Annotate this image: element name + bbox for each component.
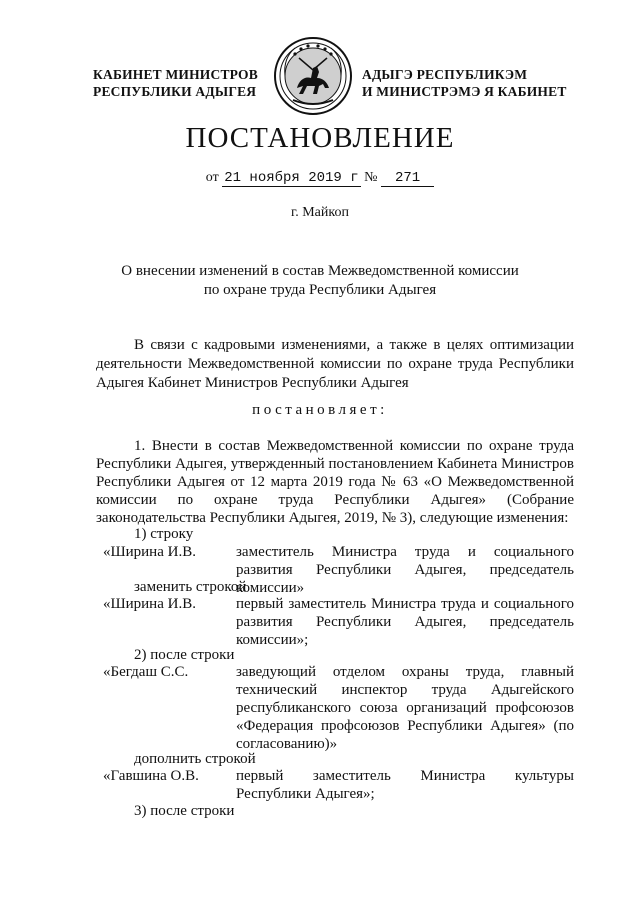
adygea-coat-of-arms-icon	[273, 36, 353, 116]
member-role: заместитель Министра труда и социального развития Республики Адыгея, председатель комиссии»	[236, 544, 574, 596]
issuer-line-2: РЕСПУБЛИКИ АДЫГЕЯ	[93, 84, 257, 99]
member-role: первый заместитель Министра культуры Республики Адыгея»;	[236, 768, 574, 802]
subitem-1-label: 1) строку	[134, 526, 194, 542]
issue-city: г. Майкоп	[291, 205, 349, 220]
document-title: ПОСТАНОВЛЕНИЕ	[185, 122, 455, 154]
member-name: «Гавшина О.В.	[103, 768, 199, 784]
replace-label: заменить строкой	[134, 579, 247, 595]
add-label: дополнить строкой	[134, 751, 256, 767]
issuer-header-russian	[93, 66, 268, 100]
date-prefix: от	[205, 170, 219, 185]
resolves-heading: постановляет:	[252, 402, 388, 418]
document-date: 21 ноября 2019 г	[224, 170, 359, 186]
document-number: 271	[381, 170, 434, 187]
issuer-line-3: АДЫГЭ РЕСПУБЛИКЭМ	[362, 67, 528, 82]
member-role: первый заместитель Министра труда и социального развития Республики Адыгея, председатель комиссии»;	[236, 596, 574, 648]
issuer-line-1: КАБИНЕТ МИНИСТРОВ	[93, 67, 258, 82]
issuer-header-adyghe	[362, 66, 572, 100]
member-name: «Ширина И.В.	[103, 544, 196, 560]
date-number-line	[0, 170, 640, 186]
subject-line-1: О внесении изменений в состав Межведомственной комиссии	[121, 263, 519, 279]
item-1-paragraph: 1. Внести в состав Межведомственной комиссии по охране труда Республики Адыгея, утвержденный постановлением Кабинета Министров Республики Адыгея от 12 марта 2019 года № 63 «О Межведомственной комиссии по охране труда Республики Адыгея» (Собрание законодательства Республики Адыгея, 2019, № 3), следующие изменения:	[96, 438, 574, 526]
member-role: заведующий отделом охраны труда, главный технический инспектор труда Адыгейского республиканского союза организаций профсоюзов «Федерация профсоюзов Республики Адыгея» (по согласованию)»	[236, 664, 574, 752]
subitem-2-label: 2) после строки	[134, 647, 235, 663]
subject-line-2: по охране труда Республики Адыгея	[203, 282, 437, 298]
subitem-3-label: 3) после строки	[134, 803, 235, 819]
member-name: «Бегдаш С.С.	[103, 664, 189, 680]
preamble-paragraph: В связи с кадровыми изменениями, а также в целях оптимизации деятельности Межведомственной комиссии по охране труда Республики Адыгея Кабинет Министров Республики Адыгея	[96, 337, 574, 391]
issuer-line-4: И МИНИСТРЭМЭ Я КАБИНЕТ	[362, 84, 567, 99]
member-name: «Ширина И.В.	[103, 596, 196, 612]
document-subject	[60, 262, 580, 300]
number-sign: №	[364, 170, 378, 185]
